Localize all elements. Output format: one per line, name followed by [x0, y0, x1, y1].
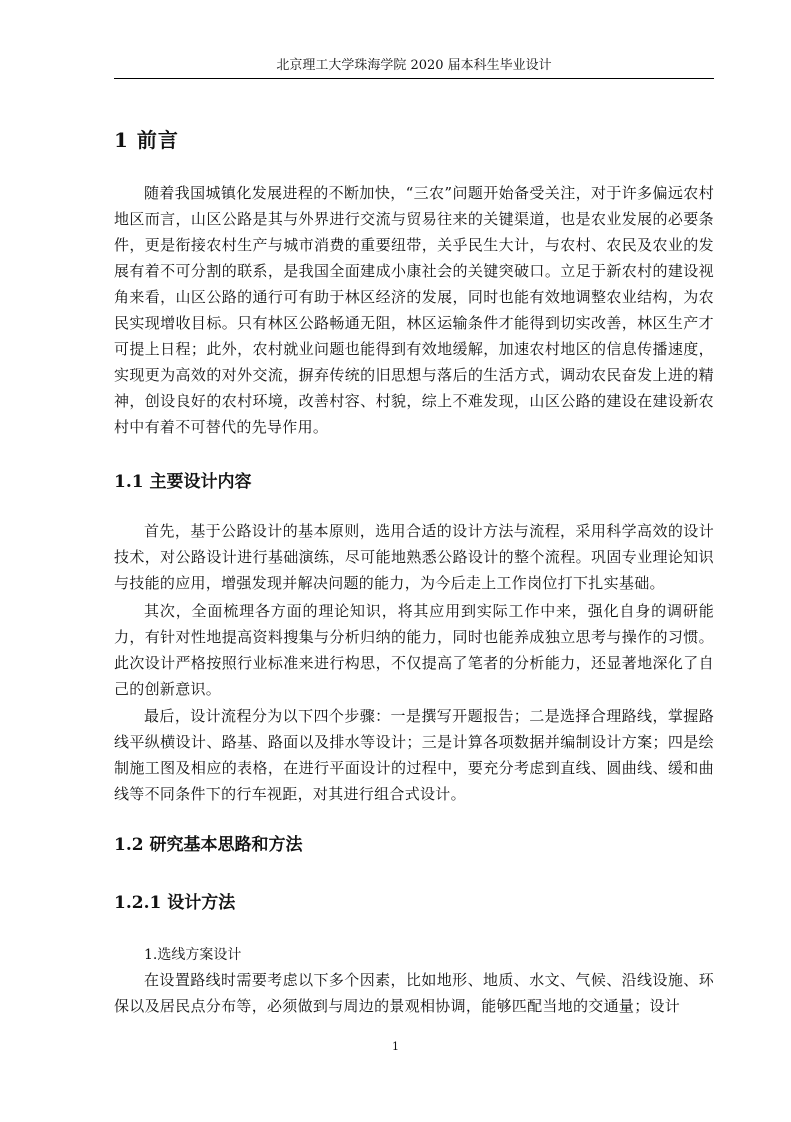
page-number: 1 [392, 1040, 399, 1053]
intro-paragraph: 随着我国城镇化发展进程的不断加快，“三农”问题开始备受关注，对于许多偏远农村地区而言，山区公路是其与外界进行交流与贸易往来的关键渠道，也是农业发展的必要条件，更是衔接农村生产与城市消费的重要纽带，关乎民生大计，与农村、农民及农业的发展有着不可分割的联系，是我国全面建成小康社会的关键突破口。立足于新农村的建设视角来看，山区公路的通行可有助于林区经济的发展，同时也能有效地调整农业结构，为农民实现增收目标。只有林区公路畅通无阻，林区运输条件才能得到切实改善，林区生产才可提上日程；此外，农村就业问题也能得到有效地缓解，加速农村地区的信息传播速度，实现更为高效的对外交流，摒弃传统的旧思想与落后的生活方式，调动农民奋发上进的精神，创设良好的农村环境，改善村容、村貌，综上不难发现，山区公路的建设在建设新农村中有着不可替代的先导作用。 [114, 184, 714, 436]
paragraph-1-1-b: 其次，全面梳理各方面的理论知识，将其应用到实际工作中来，强化自身的调研能力，有针对性地提高资料搜集与分析归纳的能力，同时也能养成独立思考与操作的习惯。此次设计严格按照行业标准来进行构思，不仅提高了笔者的分析能力，还显著地深化了自己的创新意识。 [114, 602, 714, 698]
section-heading-1-2-1: 1.2.1 设计方法 [114, 893, 236, 913]
running-header: 北京理工大学珠海学院 2020 届本科生毕业设计 [276, 58, 552, 73]
chapter-heading: 1 前言 [114, 128, 179, 152]
header-rule [114, 78, 714, 79]
paragraph-1-1-c: 最后，设计流程分为以下四个步骤：一是撰写开题报告；二是选择合理路线，掌握路线平纵横设计、路基、路面以及排水等设计；三是计算各项数据并编制设计方案；四是绘制施工图及相应的表格，在进行平面设计的过程中，要充分考虑到直线、圆曲线、缓和曲线等不同条件下的行车视距，对其进行组合式设计。 [114, 707, 714, 803]
paragraph-1-2-1: 在设置路线时需要考虑以下多个因素，比如地形、地质、水文、气候、沿线设施、环保以及居民点分布等，必须做到与周边的景观相协调，能够匹配当地的交通量；设计 [114, 971, 714, 1015]
section-heading-1-2: 1.2 研究基本思路和方法 [114, 835, 303, 855]
section-heading-1-1: 1.1 主要设计内容 [114, 472, 252, 492]
paragraph-1-1-a: 首先，基于公路设计的基本原则，选用合适的设计方法与流程，采用科学高效的设计技术，对公路设计进行基础演练，尽可能地熟悉公路设计的整个流程。巩固专业理论知识与技能的应用，增强发现并解决问题的能力，为今后走上工作岗位打下扎实基础。 [114, 522, 714, 592]
subsection-label: 1.选线方案设计 [144, 947, 242, 963]
